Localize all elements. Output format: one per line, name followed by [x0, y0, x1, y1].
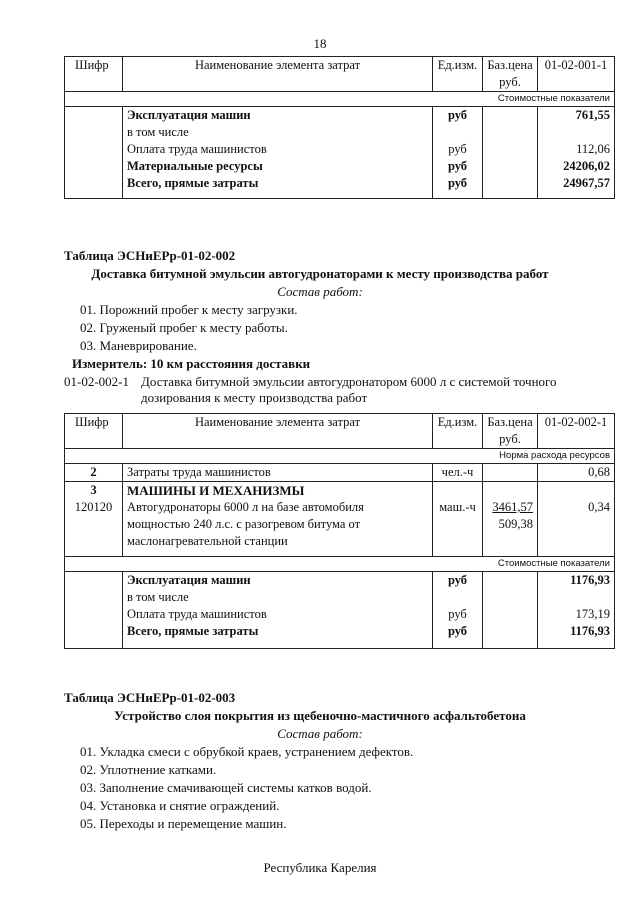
row-value: 112,06 [538, 141, 615, 158]
page-number: 18 [313, 36, 327, 51]
row-name: Эксплуатация машин [123, 107, 433, 125]
table-row [65, 482, 615, 500]
table-subtitle: Доставка битумной эмульсии автогудронаторами к месту производства работ [91, 266, 549, 281]
row-unit: чел.-ч [433, 464, 483, 482]
row-unit: руб [433, 107, 483, 125]
row-unit: руб [433, 141, 483, 158]
table-row [65, 589, 615, 606]
work-item: 02. Уплотнение катками. [80, 762, 217, 777]
table-title: Таблица ЭСНиЕРр-01-02-002 [64, 248, 236, 263]
row-name: в том числе [123, 589, 433, 606]
row-code: 2 [65, 464, 123, 482]
row-value: 0,34 [538, 499, 615, 550]
row-name [123, 499, 433, 550]
row-value: 761,55 [538, 107, 615, 125]
row-name: Материальные ресурсы [123, 158, 433, 175]
item-text: Доставка битумной эмульсии автогудронатором 6000 л с системой точного [141, 374, 557, 389]
row-name: Всего, прямые затраты [123, 175, 433, 192]
row-value: 173,19 [538, 606, 615, 623]
cost-table-01-02-001 [64, 56, 615, 199]
row-value: 24967,57 [538, 175, 615, 192]
row-value: 1176,93 [538, 623, 615, 640]
item-text: дозирования к месту производства работ [141, 390, 368, 405]
row-code: 3 [65, 482, 123, 500]
table-row [65, 175, 615, 192]
row-name: в том числе [123, 124, 433, 141]
measure: Измеритель: 10 км расстояния доставки [72, 356, 311, 371]
row-name-line: Автогудронаторы 6000 л на базе автомобиля [127, 500, 364, 514]
row-unit: руб [433, 572, 483, 590]
table-row [65, 141, 615, 158]
row-name: Оплата труда машинистов [123, 606, 433, 623]
row-name: Эксплуатация машин [123, 572, 433, 590]
footer: Республика Карелия [263, 860, 377, 875]
norm-label: Норма расхода ресурсов [65, 449, 615, 464]
item-code: 01-02-002-1 [64, 374, 129, 389]
work-item: 04. Установка и снятие ограждений. [80, 798, 280, 813]
row-unit: руб [433, 623, 483, 640]
row-name: Затраты труда машинистов [123, 464, 433, 482]
price-line: 3461,57 [492, 500, 533, 514]
table-title: Таблица ЭСНиЕРр-01-02-003 [64, 690, 236, 705]
table-row [65, 606, 615, 623]
row-price [483, 499, 538, 550]
row-name-line: мощностью 240 л.с. с разогревом битума от [127, 517, 361, 531]
works-label: Состав работ: [277, 726, 363, 741]
table-row [65, 572, 615, 590]
row-name: Оплата труда машинистов [123, 141, 433, 158]
table-subtitle: Устройство слоя покрытия из щебеночно-мастичного асфальтобетона [114, 708, 526, 723]
work-item: 02. Груженый пробег к месту работы. [80, 320, 288, 335]
row-value: 24206,02 [538, 158, 615, 175]
row-value: 1176,93 [538, 572, 615, 590]
header-code: Шифр [65, 414, 123, 449]
work-item: 05. Переходы и перемещение машин. [80, 816, 287, 831]
row-unit: руб [433, 158, 483, 175]
section-name: МАШИНЫ И МЕХАНИЗМЫ [123, 482, 433, 500]
row-unit: маш.-ч [433, 499, 483, 550]
table-row [65, 623, 615, 640]
row-code: 120120 [65, 499, 123, 550]
table-row [65, 158, 615, 175]
price-line: 509,38 [498, 517, 533, 531]
header-unit: Ед.изм. [433, 57, 483, 92]
header-base-price: Баз.цена руб. [483, 414, 538, 449]
work-item: 01. Порожний пробег к месту загрузки. [80, 302, 298, 317]
header-unit: Ед.изм. [433, 414, 483, 449]
header-code-col: 01-02-001-1 [538, 57, 615, 92]
table-row [65, 464, 615, 482]
row-name: Всего, прямые затраты [123, 623, 433, 640]
row-unit: руб [433, 175, 483, 192]
header-name: Наименование элемента затрат [123, 414, 433, 449]
header-name: Наименование элемента затрат [123, 57, 433, 92]
work-item: 03. Заполнение смачивающей системы катков водой. [80, 780, 372, 795]
table-row [65, 124, 615, 141]
row-name-line: маслонагревательной станции [127, 534, 288, 548]
header-code-col: 01-02-002-1 [538, 414, 615, 449]
work-item: 03. Маневрирование. [80, 338, 197, 353]
resource-table-01-02-002 [64, 413, 615, 649]
work-item: 01. Укладка смеси с обрубкой краев, устранением дефектов. [80, 744, 414, 759]
header-code: Шифр [65, 57, 123, 92]
works-label: Состав работ: [277, 284, 363, 299]
row-unit: руб [433, 606, 483, 623]
header-base-price: Баз.цена руб. [483, 57, 538, 92]
table-row [65, 107, 615, 125]
section-label: Стоимостные показатели [65, 92, 615, 107]
table-row [65, 499, 615, 550]
section-label: Стоимостные показатели [65, 557, 615, 572]
row-value: 0,68 [538, 464, 615, 482]
